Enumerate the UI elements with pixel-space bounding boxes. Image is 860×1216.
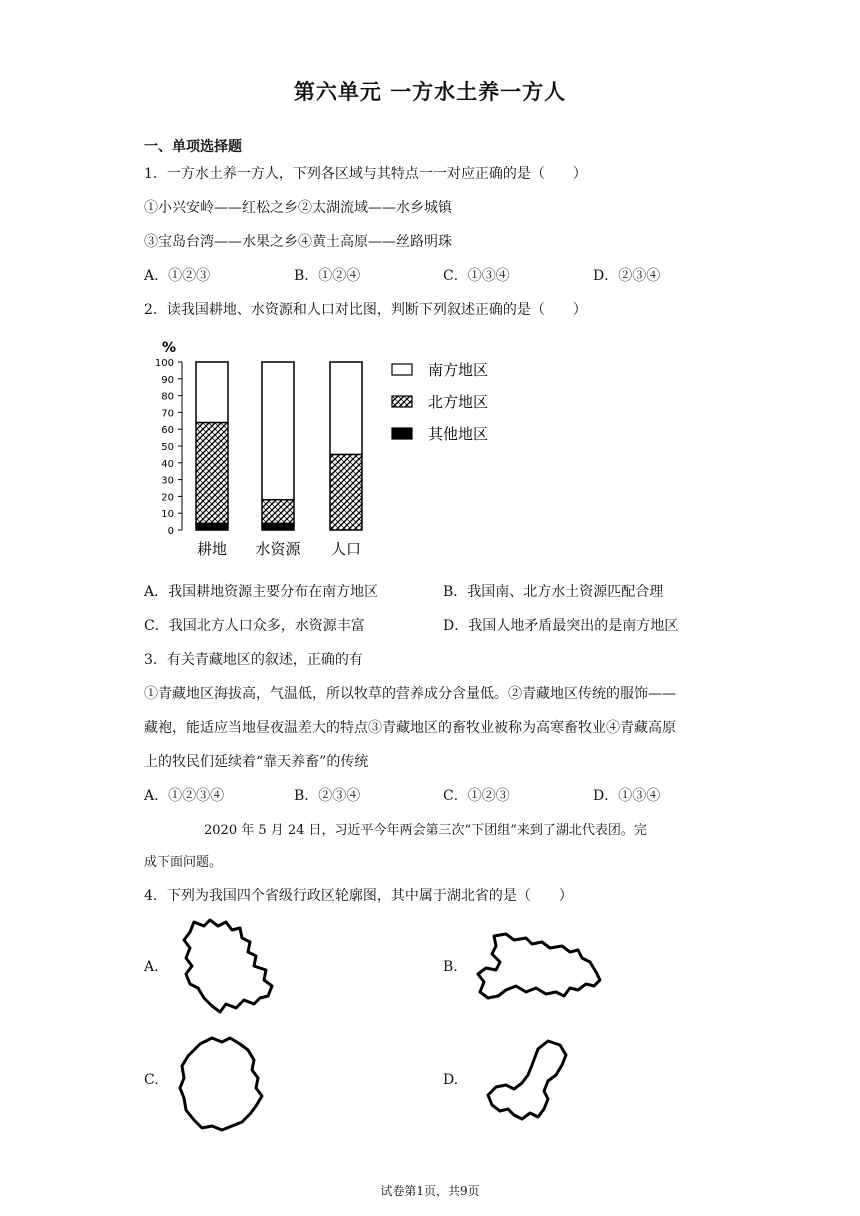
q4-option-b[interactable]: B.	[443, 959, 458, 975]
q1-option-d[interactable]: D．②③④	[593, 268, 661, 284]
page-title: 第六单元 一方水土养一方人	[293, 80, 567, 104]
y-tick-label-20: 20	[161, 492, 174, 504]
q3-option-d[interactable]: D．①③④	[593, 788, 661, 804]
q4-option-d[interactable]: D.	[443, 1072, 459, 1088]
province-outline-a[interactable]	[176, 912, 286, 1022]
y-tick-label-90: 90	[161, 374, 174, 386]
legend-label-1: 北方地区	[428, 393, 489, 411]
province-outline-d[interactable]	[478, 1035, 598, 1125]
q4-option-a[interactable]: A.	[144, 959, 159, 975]
q2-option-a[interactable]: A．我国耕地资源主要分布在南方地区	[144, 584, 379, 600]
q1-option-a[interactable]: A．①②③	[144, 268, 211, 284]
legend-swatch-2	[392, 364, 412, 375]
y-tick-label-80: 80	[161, 391, 174, 403]
x-category-label-1: 水资源	[255, 540, 301, 558]
y-tick-label-10: 10	[161, 509, 174, 521]
y-tick-label-0: 0	[167, 526, 174, 537]
section-heading: 一、单项选择题	[144, 139, 242, 155]
bar-1-series-1	[262, 500, 294, 524]
q4-option-c[interactable]: C.	[144, 1072, 159, 1088]
y-tick-label-30: 30	[161, 475, 174, 487]
bar-0-series-2	[196, 362, 228, 422]
y-tick-label-70: 70	[161, 408, 174, 420]
q3-line3: 上的牧民们延续着“靠天养畜”的传统	[144, 754, 369, 770]
q2-stem: 2．读我国耕地、水资源和人口对比图，判断下列叙述正确的是（ ）	[144, 302, 587, 318]
bar-2-series-2	[330, 362, 362, 454]
q3-line2: 藏袍，能适应当地昼夜温差大的特点③青藏地区的畜牧业被称为高寒畜牧业④青藏高原	[144, 720, 676, 736]
passage-line1: 2020 年 5 月 24 日，习近平今年两会第三次“下团组”来到了湖北代表团。完	[204, 823, 647, 838]
page-footer: 试卷第1页，共9页	[380, 1184, 480, 1198]
q3-option-a[interactable]: A．①②③④	[144, 788, 225, 804]
province-outline-c[interactable]	[172, 1030, 272, 1140]
y-axis-unit-label: %	[162, 340, 177, 356]
q2-option-d[interactable]: D．我国人地矛盾最突出的是南方地区	[443, 618, 679, 634]
y-tick-label-40: 40	[161, 458, 174, 470]
legend-label-2: 南方地区	[428, 361, 489, 379]
q1-line2: ③宝岛台湾——水果之乡④黄土高原——丝路明珠	[144, 234, 452, 250]
passage-line2: 成下面问题。	[144, 855, 223, 870]
resource-comparison-chart	[140, 336, 510, 566]
x-category-label-2: 人口	[330, 540, 362, 558]
bar-1-series-2	[262, 362, 294, 500]
q3-option-b[interactable]: B．②③④	[294, 788, 361, 804]
bar-1-series-0	[262, 523, 294, 530]
y-tick-label-50: 50	[161, 442, 174, 453]
bar-0-series-1	[196, 422, 228, 523]
q4-stem: 4．下列为我国四个省级行政区轮廓图，其中属于湖北省的是（ ）	[144, 888, 573, 904]
q3-option-c[interactable]: C．①②③	[443, 788, 510, 804]
legend-swatch-1	[392, 396, 412, 407]
q2-option-c[interactable]: C．我国北方人口众多，水资源丰富	[144, 618, 365, 634]
bar-0-series-0	[196, 523, 228, 530]
x-category-label-0: 耕地	[196, 540, 228, 558]
q1-stem: 1．一方水土养一方人，下列各区域与其特点一一对应正确的是（ ）	[144, 166, 587, 182]
bar-2-series-1	[330, 454, 362, 530]
legend-swatch-0	[392, 428, 412, 439]
q1-option-b[interactable]: B．①②④	[294, 268, 361, 284]
y-tick-label-60: 60	[161, 425, 174, 437]
q1-option-c[interactable]: C．①③④	[443, 268, 510, 284]
q3-line1: ①青藏地区海拔高，气温低，所以牧草的营养成分含量低。②青藏地区传统的服饰——	[144, 686, 676, 702]
province-outline-b[interactable]	[470, 928, 605, 1008]
q1-line1: ①小兴安岭——红松之乡②太湖流域——水乡城镇	[144, 200, 452, 216]
q3-stem: 3．有关青藏地区的叙述，正确的有	[144, 652, 363, 668]
y-tick-label-100: 100	[154, 358, 174, 369]
legend-label-0: 其他地区	[428, 425, 489, 443]
q2-option-b[interactable]: B．我国南、北方水土资源匹配合理	[443, 584, 664, 600]
